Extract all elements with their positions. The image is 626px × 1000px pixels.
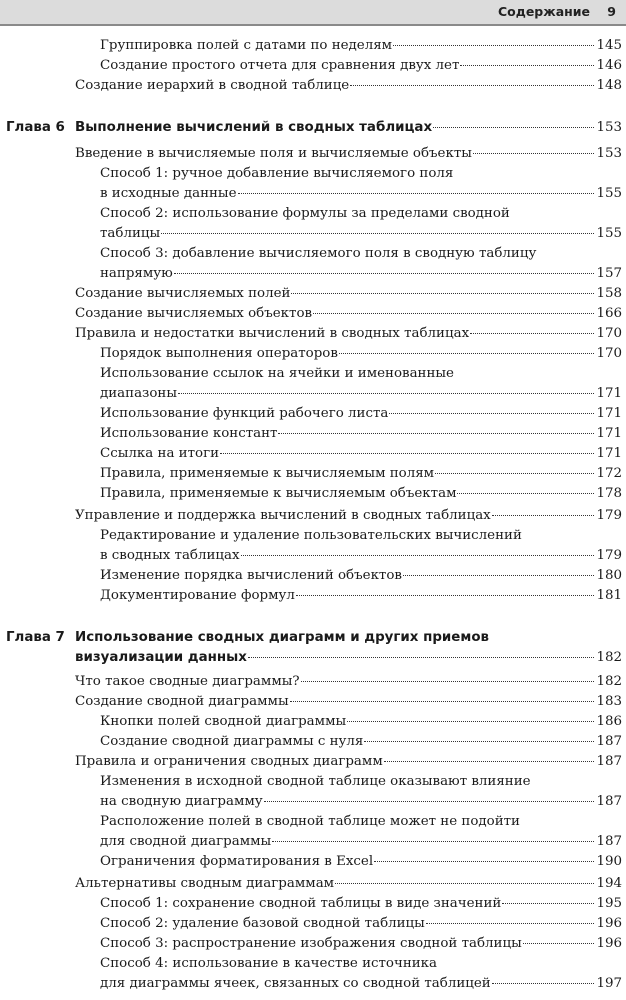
toc-entry[interactable] [100,244,536,264]
toc-entry-title: таблицы [100,226,161,241]
toc-entry-page: 146 [596,58,622,73]
toc-entry-title: диапазоны [100,386,178,401]
dot-leader [364,741,594,742]
toc-entry[interactable] [100,712,622,732]
toc-entry-title: Создание иерархий в сводной таблице [75,78,350,93]
toc-entry-title: Редактирование и удаление пользовательских вычислений [100,528,522,543]
dot-leader [403,575,594,576]
dot-leader [248,657,595,658]
toc-entry[interactable] [100,404,622,424]
toc-entry-title: напрямую [100,266,173,281]
toc-entry-title: в исходные данные [100,186,237,201]
toc-entry-title: в сводных таблицах [100,548,240,563]
toc-entry-title: Использование сводных диаграмм и других приемов [75,630,489,645]
toc-entry-page: 179 [596,508,622,523]
dot-leader [301,681,595,682]
toc-entry[interactable] [100,424,622,444]
toc-entry-page: 196 [596,916,622,931]
toc-entry[interactable] [100,56,622,76]
toc-entry-page: 158 [596,286,622,301]
dot-leader [492,515,595,516]
toc-entry[interactable] [100,974,622,994]
dot-leader [178,393,594,394]
toc-entry[interactable] [100,586,622,606]
toc-entry-title: Создание сводной диаграммы с нуля [100,734,364,749]
toc-entry-page: 171 [596,386,622,401]
toc-entry[interactable] [100,384,622,404]
toc-entry-title: Введение в вычисляемые поля и вычисляемые объекты [75,146,472,161]
toc-entry-title: Изменение порядка вычислений объектов [100,568,402,583]
toc-entry-page: 153 [596,146,622,161]
toc-entry-title: на сводную диаграмму [100,794,263,809]
dot-leader [502,903,594,904]
toc-entry[interactable] [100,224,622,244]
toc-entry-page: 182 [596,674,622,689]
dot-leader [457,493,594,494]
toc-entry-title: для диаграммы ячеек, связанных со сводной таблицей [100,976,491,991]
toc-entry-title: Ссылка на итоги [100,446,220,461]
toc-entry[interactable] [75,304,622,324]
toc-entry[interactable] [100,812,520,832]
dot-leader [291,293,594,294]
dot-leader [374,861,594,862]
toc-entry-page: 170 [596,326,622,341]
toc-entry[interactable] [75,692,622,712]
toc-entry[interactable] [100,566,622,586]
dot-leader [393,45,594,46]
toc-entry-title: Способ 3: добавление вычисляемого поля в сводную таблицу [100,246,537,261]
dot-leader [473,153,595,154]
toc-entry-title: Способ 1: сохранение сводной таблицы в виде значений [100,896,502,911]
toc-entry-title: Правила, применяемые к вычисляемым полям [100,466,435,481]
toc-entry-title: Способ 2: использование формулы за пределами сводной [100,206,510,221]
toc-entry-page: 181 [596,588,622,603]
toc-entry-title: Правила, применяемые к вычисляемым объектам [100,486,457,501]
dot-leader [264,801,595,802]
toc-entry[interactable] [75,76,622,96]
chapter-title-line[interactable] [75,118,622,138]
dot-leader [523,943,595,944]
toc-entry-page: 166 [596,306,622,321]
toc-entry[interactable] [75,284,622,304]
toc-entry-page: 195 [596,896,622,911]
toc-entry-page: 148 [596,78,622,93]
toc-entry-title: Расположение полей в сводной таблице может не подойти [100,814,520,829]
toc-entry-page: 145 [596,38,622,53]
toc-entry-title: Альтернативы сводным диаграммам [75,876,335,891]
toc-entry-page: 180 [596,568,622,583]
dot-leader [241,555,595,556]
toc-entry-page: 171 [596,406,622,421]
toc-entry-page: 187 [596,754,622,769]
dot-leader [350,85,594,86]
toc-entry-title: Правила и недостатки вычислений в сводных таблицах [75,326,470,341]
chapter-title-line[interactable] [75,648,622,668]
dot-leader [384,761,595,762]
toc-entry-title: Документирование формул [100,588,295,603]
toc-entry[interactable] [75,144,622,164]
toc-entry-page: 157 [596,266,622,281]
toc-entry-page: 171 [596,446,622,461]
toc-entry[interactable] [100,264,622,284]
toc-entry-page: 187 [596,834,622,849]
dot-leader [161,233,594,234]
running-header [0,0,626,26]
toc-entry[interactable] [75,672,622,692]
toc-entry[interactable] [100,464,622,484]
toc-entry[interactable] [100,484,622,504]
toc-entry-title: Ограничения форматирования в Excel [100,854,374,869]
toc-entry-page: 178 [596,486,622,501]
toc-entry-title: Создание вычисляемых объектов [75,306,313,321]
toc-entry-title: Использование ссылок на ячейки и именованные [100,366,454,381]
toc-entry-page: 182 [596,650,622,665]
dot-leader [339,353,595,354]
toc-entry-title: Порядок выполнения операторов [100,346,338,361]
toc-entry-page: 187 [596,794,622,809]
toc-entry-title: Управление и поддержка вычислений в сводных таблицах [75,508,491,523]
toc-entry-title: для сводной диаграммы [100,834,272,849]
dot-leader [296,595,595,596]
toc-entry-page: 179 [596,548,622,563]
toc-entry-page: 170 [596,346,622,361]
dot-leader [492,983,595,984]
toc-entry-title: Использование функций рабочего листа [100,406,389,421]
dot-leader [290,701,595,702]
toc-entry-title: Создание вычисляемых полей [75,286,291,301]
dot-leader [272,841,594,842]
toc-entry-title: Выполнение вычислений в сводных таблицах [75,120,433,135]
dot-leader [347,721,594,722]
toc-entry-page: 171 [596,426,622,441]
toc-entry[interactable] [75,874,622,894]
toc-entry-page: 172 [596,466,622,481]
toc-entry-title: Создание простого отчета для сравнения двух лет [100,58,460,73]
toc-entry-page: 196 [596,936,622,951]
running-header-title: Содержание [497,4,590,19]
toc-entry-page: 194 [596,876,622,891]
dot-leader [433,127,594,128]
toc-entry[interactable] [75,506,622,526]
dot-leader [470,333,594,334]
toc-entry[interactable] [100,444,622,464]
toc-entry-title: визуализации данных [75,650,247,665]
toc-entry-title: Способ 1: ручное добавление вычисляемого поля [100,166,454,181]
dot-leader [220,453,594,454]
chapter-label: Глава 7 [6,630,65,645]
dot-leader [278,433,594,434]
dot-leader [313,313,594,314]
toc-entry-title: Способ 3: распространение изображения сводной таблицы [100,936,522,951]
toc-entry-title: Способ 2: удаление базовой сводной таблицы [100,916,425,931]
toc-entry-page: 187 [596,734,622,749]
dot-leader [389,413,594,414]
toc-entry[interactable] [100,36,622,56]
dot-leader [335,883,594,884]
toc-entry[interactable] [100,344,622,364]
toc-entry-page: 153 [596,120,622,135]
toc-entry[interactable] [100,832,622,852]
toc-entry-title: Кнопки полей сводной диаграммы [100,714,347,729]
dot-leader [460,65,594,66]
toc-entry[interactable] [100,526,522,546]
chapter-label: Глава 6 [6,120,65,135]
toc-entry-title: Использование констант [100,426,278,441]
toc-entry[interactable] [100,954,437,974]
dot-leader [435,473,594,474]
dot-leader [238,193,595,194]
toc-entry[interactable] [100,184,622,204]
toc-entry[interactable] [100,164,453,184]
toc-entry-title: Способ 4: использование в качестве источника [100,956,438,971]
toc-entry-title: Группировка полей с датами по неделям [100,38,393,53]
toc-entry-page: 155 [596,186,622,201]
toc-entry-title: Правила и ограничения сводных диаграмм [75,754,383,769]
toc-entry[interactable] [100,204,510,224]
toc-entry[interactable] [100,546,622,566]
toc-entry[interactable] [75,752,622,772]
chapter-title-line[interactable] [75,628,489,648]
toc-entry[interactable] [100,914,622,934]
dot-leader [426,923,595,924]
toc-entry[interactable] [100,732,622,752]
toc-entry-title: Изменения в исходной сводной таблице оказывают влияние [100,774,531,789]
toc-entry-page: 197 [596,976,622,991]
toc-entry[interactable] [100,894,622,914]
toc-entry[interactable] [75,324,622,344]
toc-entry-page: 186 [596,714,622,729]
toc-entry-page: 183 [596,694,622,709]
toc-entry-page: 155 [596,226,622,241]
toc-entry[interactable] [100,772,531,792]
toc-entry-title: Создание сводной диаграммы [75,694,289,709]
toc-entry-title: Что такое сводные диаграммы? [75,674,300,689]
toc-entry[interactable] [100,934,622,954]
toc-entry[interactable] [100,852,622,872]
toc-entry[interactable] [100,792,622,812]
page-number: 9 [607,4,616,19]
dot-leader [174,273,595,274]
toc-entry-page: 190 [596,854,622,869]
toc-entry[interactable] [100,364,454,384]
